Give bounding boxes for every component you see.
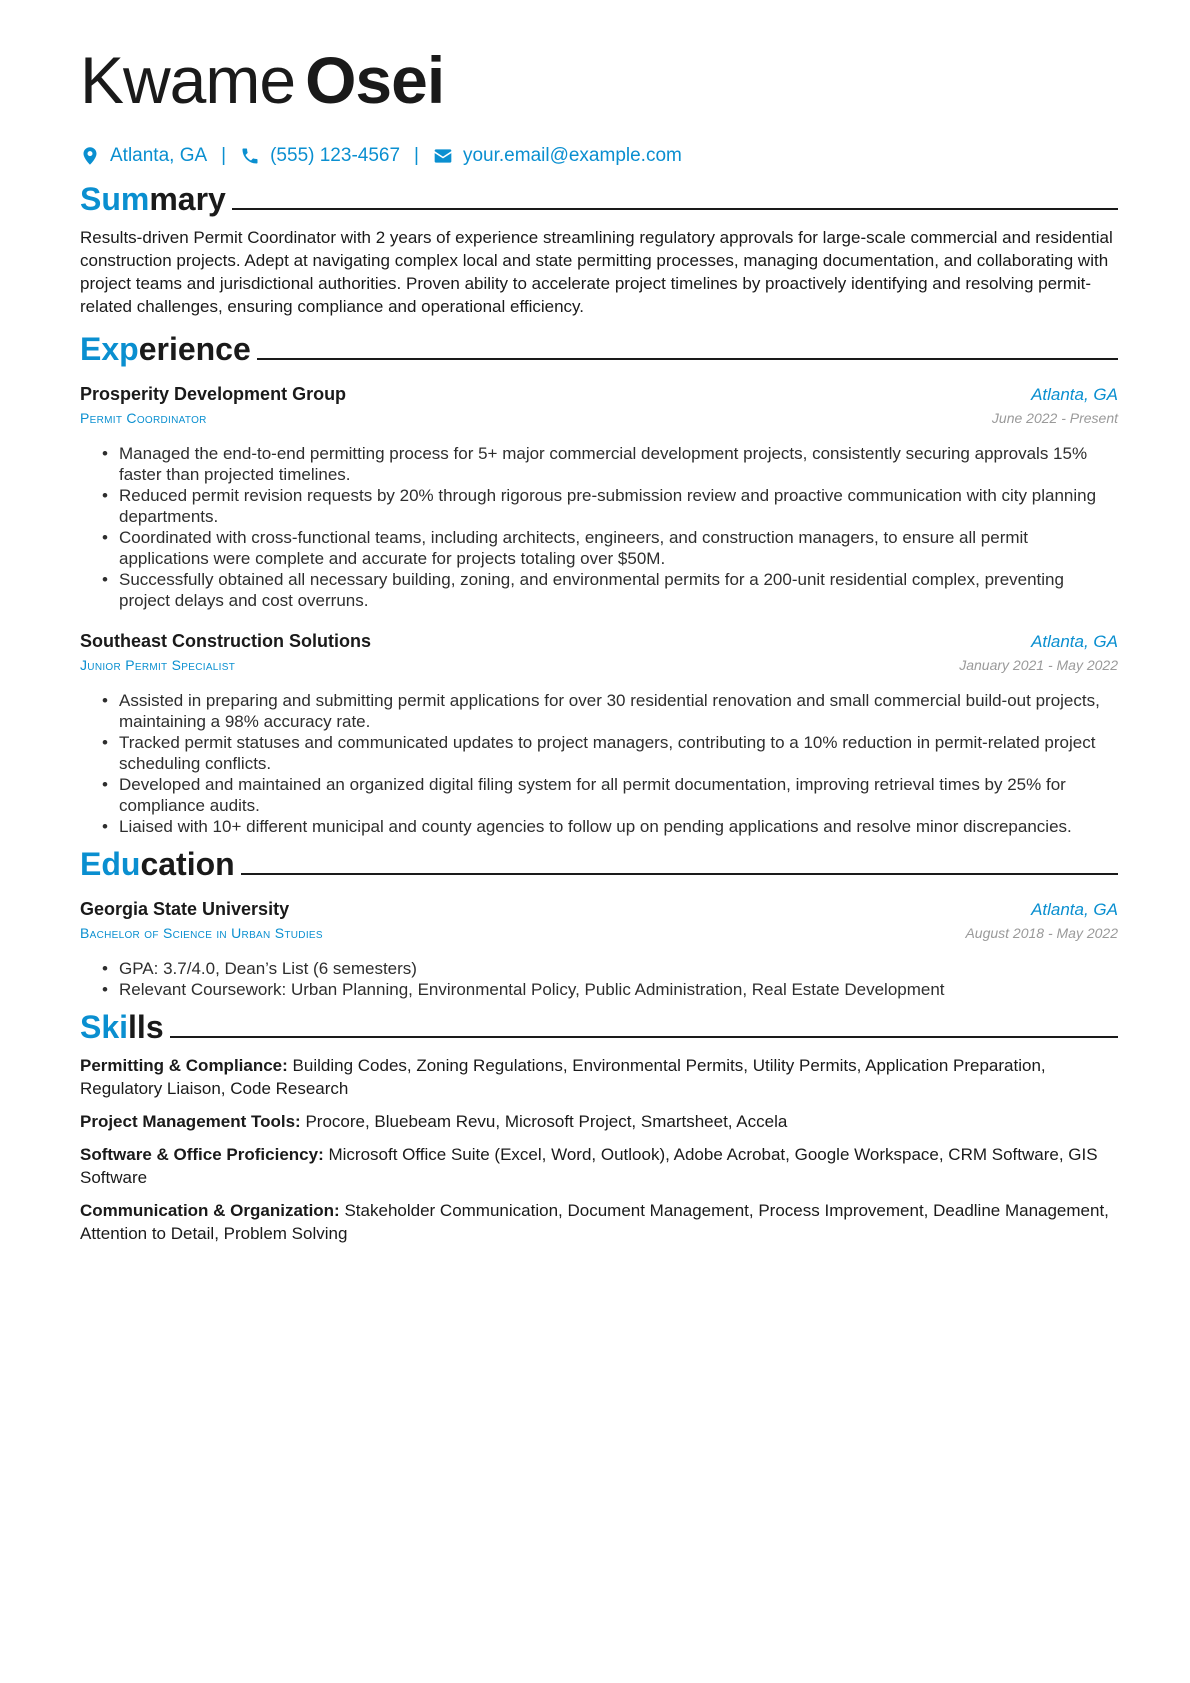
section-title xyxy=(80,1008,164,1046)
job-entry xyxy=(80,629,1118,837)
job-role: Junior Permit Specialist xyxy=(80,657,236,673)
experience-heading xyxy=(80,330,1118,368)
school-name: Georgia State University xyxy=(80,899,290,919)
section-title xyxy=(80,330,251,368)
contact-separator: | xyxy=(414,145,419,166)
degree: Bachelor of Science in Urban Studies xyxy=(80,925,323,941)
skill-value: Procore, Bluebeam Revu, Microsoft Project, Smartsheet, Accela xyxy=(305,1112,788,1131)
skill-label: Permitting & Compliance: xyxy=(80,1056,288,1075)
list-item: • Successfully obtained all necessary building, zoning, and environmental permits for a 200-unit residential complex, preventing project delays and cost overruns. xyxy=(102,569,1118,611)
job-role: Permit Coordinator xyxy=(80,410,207,426)
list-item: • Tracked permit statuses and communicated updates to project managers, contributing to a 10% reduction in permit-related project scheduling conflicts. xyxy=(102,732,1118,774)
section-rule xyxy=(232,208,1118,210)
contact-phone[interactable] xyxy=(240,145,400,167)
section-title-rest: cation xyxy=(140,846,235,882)
section-rule xyxy=(241,873,1118,875)
skill-label: Communication & Organization: xyxy=(80,1201,340,1220)
skill-value: Building Codes, Zoning Regulations, Environmental Permits, Utility Permits, Application Preparation, Regulatory Liaison, Code Research xyxy=(80,1056,1046,1098)
phone-text: (555) 123-4567 xyxy=(270,145,401,166)
job-location: Atlanta, GA xyxy=(1031,385,1118,404)
education-heading xyxy=(80,845,1118,883)
education-bullets xyxy=(80,958,1118,1000)
job-bullets xyxy=(80,443,1118,611)
skill-value: Stakeholder Communication, Document Management, Process Improvement, Deadline Management, Attention to Detail, Problem Solving xyxy=(80,1201,1109,1243)
contact-separator: | xyxy=(221,145,227,166)
skill-label: Software & Office Proficiency: xyxy=(80,1145,324,1164)
education-entry xyxy=(80,897,1118,1000)
section-title xyxy=(80,180,226,218)
skill-row xyxy=(80,1110,1118,1133)
location-text: Atlanta, GA xyxy=(110,145,208,166)
contact-email[interactable] xyxy=(433,145,682,167)
skill-row xyxy=(80,1054,1118,1100)
section-rule xyxy=(170,1036,1118,1038)
contact-bar xyxy=(80,142,1118,170)
job-dates: January 2021 - May 2022 xyxy=(959,657,1118,673)
job-dates: June 2022 - Present xyxy=(991,410,1118,426)
skill-row xyxy=(80,1143,1118,1189)
summary-heading xyxy=(80,180,1118,218)
section-title xyxy=(80,845,235,883)
skill-value: Microsoft Office Suite (Excel, Word, Outlook), Adobe Acrobat, Google Workspace, CRM Software, GIS Software xyxy=(80,1145,1098,1187)
skill-label: Project Management Tools: xyxy=(80,1112,301,1131)
map-marker-icon xyxy=(80,146,100,166)
first-name: Kwame xyxy=(80,43,296,117)
section-title-accent: Edu xyxy=(80,846,141,882)
skills-heading xyxy=(80,1008,1118,1046)
last-name: Osei xyxy=(305,43,445,117)
candidate-name xyxy=(80,40,1118,120)
summary-text: Results-driven Permit Coordinator with 2 years of experience streamlining regulatory approvals for large-scale commercial and residential construction projects. Adept at navigating complex local and state permitting processes, managing documentation, and collaborating with project teams and jurisdictional authorities. Proven ability to accelerate project timelines by proactively identifying and resolving permit-related challenges, ensuring compliance and operational efficiency. xyxy=(80,228,1113,316)
job-bullets xyxy=(80,690,1118,837)
list-item: • Assisted in preparing and submitting permit applications for over 30 residential renovation and small commercial build-out projects, maintaining a 98% accuracy rate. xyxy=(102,690,1118,732)
section-title-rest: mary xyxy=(149,181,226,217)
phone-icon xyxy=(240,146,260,166)
job-entry xyxy=(80,382,1118,611)
envelope-icon xyxy=(433,146,453,166)
list-item: • Developed and maintained an organized digital filing system for all permit documentation, improving retrieval times by 25% for compliance audits. xyxy=(102,774,1118,816)
section-rule xyxy=(257,358,1118,360)
section-title-rest: erience xyxy=(138,331,251,367)
section-title-rest: lls xyxy=(128,1009,164,1045)
list-item: • Reduced permit revision requests by 20% through rigorous pre-submission review and proactive communication with city planning departments. xyxy=(102,485,1118,527)
list-item: • Liaised with 10+ different municipal and county agencies to follow up on pending applications and resolve minor discrepancies. xyxy=(102,816,1118,837)
list-item: • Coordinated with cross-functional teams, including architects, engineers, and construction managers, to ensure all permit applications were complete and accurate for projects totaling over $50M. xyxy=(102,527,1118,569)
company-name: Southeast Construction Solutions xyxy=(80,631,371,651)
school-location: Atlanta, GA xyxy=(1031,900,1118,919)
list-item: • GPA: 3.7/4.0, Dean’s List (6 semesters) xyxy=(102,958,1118,979)
resume-page xyxy=(80,40,1118,1245)
skill-row xyxy=(80,1199,1118,1245)
section-title-accent: Sum xyxy=(80,181,150,217)
section-title-accent: Exp xyxy=(80,331,139,367)
education-dates: August 2018 - May 2022 xyxy=(965,925,1118,941)
email-link[interactable]: your.email@example.com xyxy=(462,145,682,166)
section-title-accent: Ski xyxy=(80,1009,129,1045)
contact-location xyxy=(80,145,207,167)
company-name: Prosperity Development Group xyxy=(80,384,347,404)
list-item: • Relevant Coursework: Urban Planning, Environmental Policy, Public Administration, Real Estate Development xyxy=(102,979,1118,1000)
job-location: Atlanta, GA xyxy=(1031,632,1118,651)
list-item: • Managed the end-to-end permitting process for 5+ major commercial development projects, consistently securing approvals 15% faster than projected timelines. xyxy=(102,443,1118,485)
